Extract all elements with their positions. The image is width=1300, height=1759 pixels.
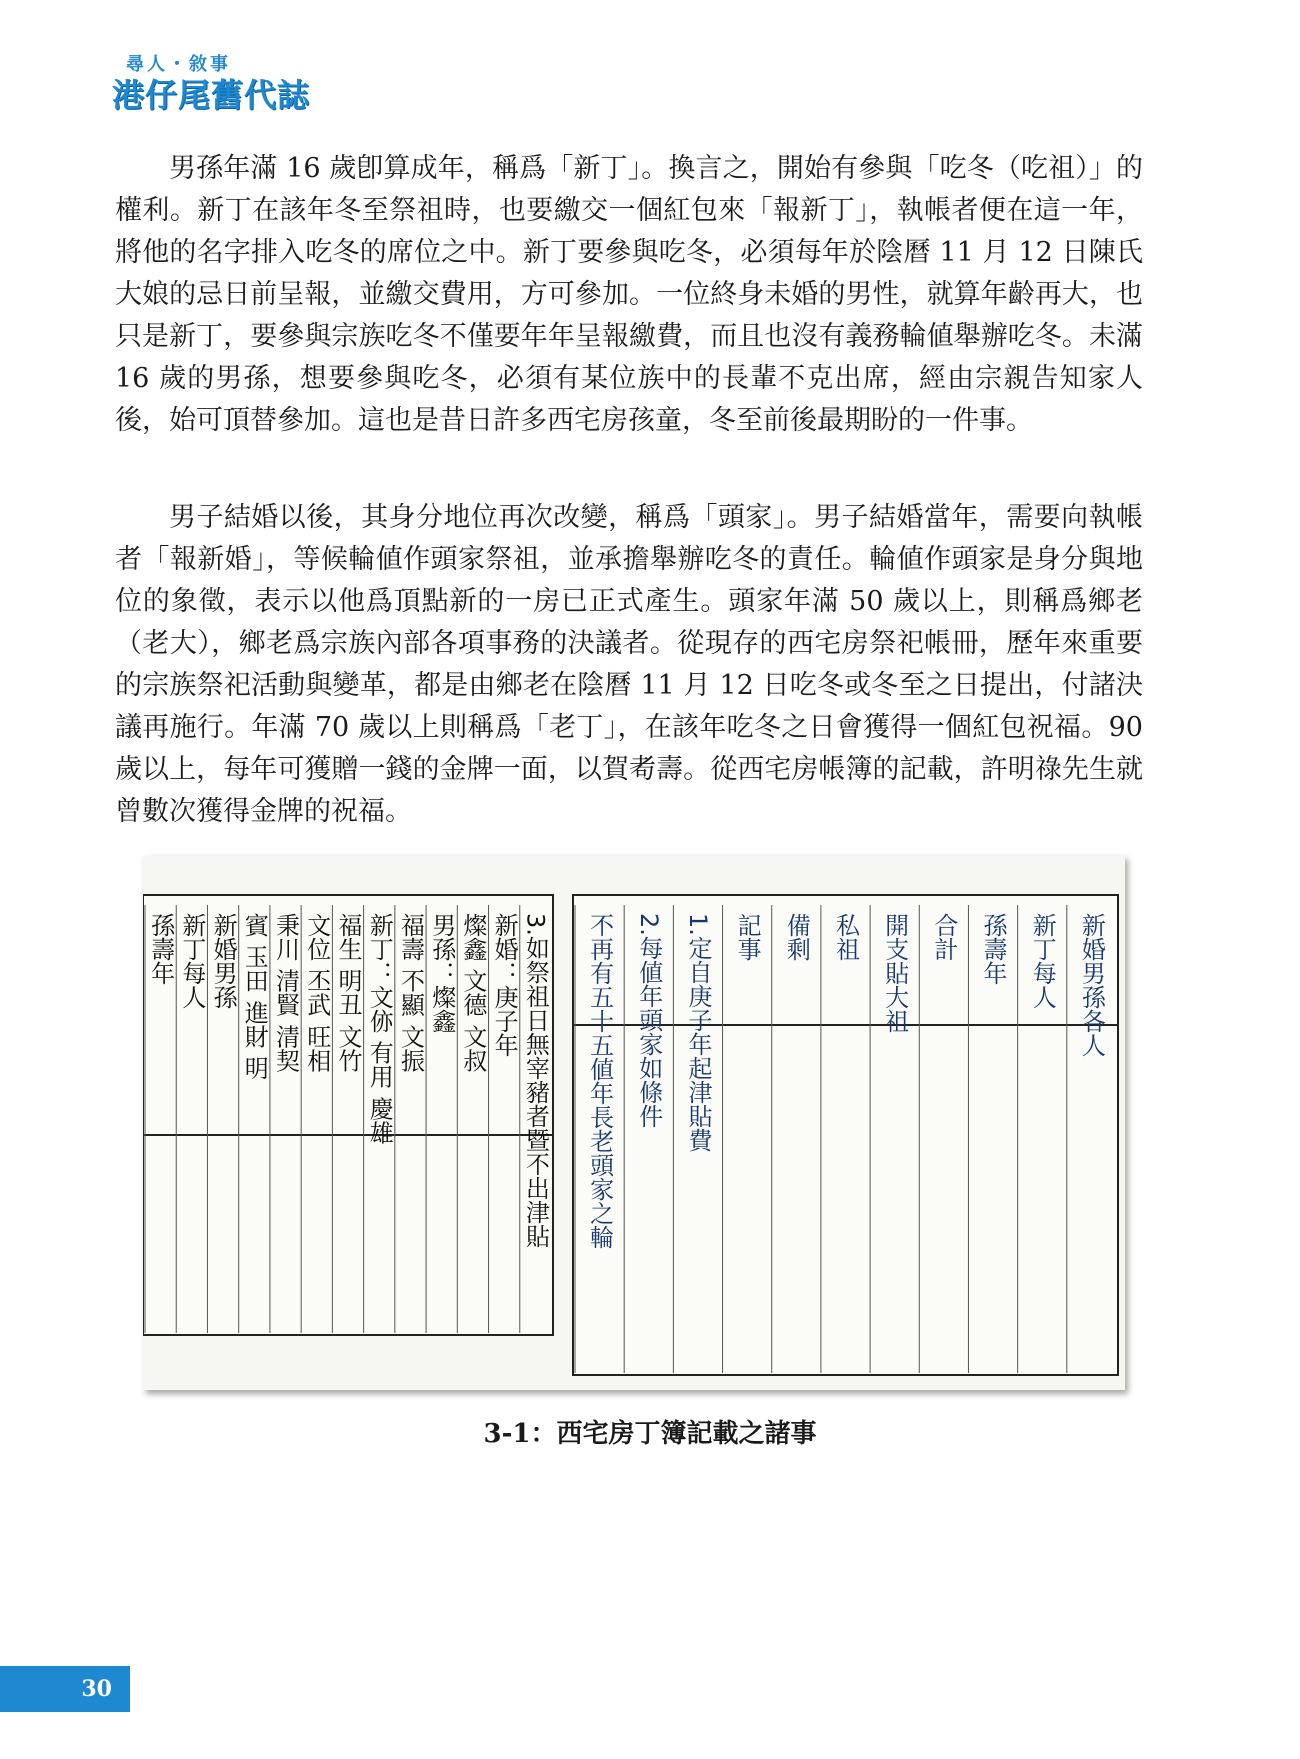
ledger-column-text: 新丁每人 bbox=[177, 913, 206, 1009]
ledger-photo bbox=[143, 855, 1125, 1390]
ledger-image bbox=[143, 855, 1125, 1390]
ledger-column-text: 新婚男孫 bbox=[209, 913, 238, 1009]
ledger-column-text: 福壽 不顯 文振 bbox=[396, 913, 425, 1073]
ledger-column-text: 備剩 bbox=[782, 913, 811, 961]
paragraph-text: 男子結婚以後，其身分地位再次改變，稱爲「頭家」。男子結婚當年，需要向執帳者「報新婚」，等候輪値作頭家祭祖，並承擔舉辦吃冬的責任。輪値作頭家是身分與地位的象徵，表示以他爲頂點新的一房已正式產生。頭家年滿 50 歲以上，則稱爲鄉老（老大），鄉老爲宗族內部各項事務的決議者。從現存的西宅房祭祀帳冊，歷年來重要的宗族祭祀活動與變革，都是由鄉老在陰曆 11 月 12 日吃冬或冬至之日提出，付諸決議再施行。年滿 70 歲以上則稱爲「老丁」，在該年吃冬之日會獲得一個紅包祝福。90 歲以上，每年可獲贈一錢的金牌一面，以賀耇壽。從西宅房帳簿的記載，許明祿先生就曾數次獲得金牌的祝福。 bbox=[115, 502, 1143, 827]
figure-caption: 3-1：西宅房丁簿記載之諸事 bbox=[483, 1419, 817, 1449]
ledger-column-text: 孫壽年 bbox=[146, 913, 175, 985]
ledger-column-text: 私祖 bbox=[831, 913, 860, 961]
ledger-column-text: 開支貼大祖 bbox=[880, 913, 909, 1033]
ledger-column-text: 新丁：文㑊 有用 慶雄 bbox=[365, 913, 394, 1145]
ledger-column-text: 秉川 清賢 清契 bbox=[271, 913, 300, 1073]
ledger-column-text: 賓 玉田 進財 明 bbox=[240, 913, 269, 1080]
ledger-column-text: 新婚：庚子年 bbox=[490, 913, 519, 1057]
ledger-column-text: 文位 丕武 旺相 bbox=[302, 913, 331, 1073]
ledger-column-text: 3.如祭祖日無宰豬者暨不出津貼 bbox=[521, 913, 550, 1248]
paragraph-text: 男孫年滿 16 歲卽算成年，稱爲「新丁」。換言之，開始有參與「吃冬（吃祖）」的權利。新丁在該年冬至祭祖時，也要繳交一個紅包來「報新丁」，執帳者便在這一年，將他的名字排入吃冬的席位之中。新丁要參與吃冬，必須每年於陰曆 11 月 12 日陳氏大娘的忌日前呈報，並繳交費用，方可參加。一位終身未婚的男性，就算年齡再大，也只是新丁，要參與宗族吃冬不僅要年年呈報繳費，而且也沒有義務輪値舉辦吃冬。未滿 16 歲的男孫，想要參與吃冬，必須有某位族中的長輩不克出席，經由宗親告知家人後，始可頂替參加。這也是昔日許多西宅房孩童，冬至前後最期盼的一件事。 bbox=[115, 153, 1143, 436]
ledger-column-text: 男孫：燦鑫 bbox=[427, 913, 456, 1033]
body-paragraph-1 bbox=[115, 148, 1143, 442]
body-paragraph-2 bbox=[115, 497, 1143, 833]
ledger-column-text: 合計 bbox=[929, 913, 958, 961]
ledger-column-text: 孫壽年 bbox=[979, 913, 1008, 985]
ledger-column-text: 燦鑫 文德 文叔 bbox=[458, 913, 487, 1073]
ledger-column-text: 新婚男孫各人 bbox=[1077, 913, 1106, 1057]
ledger-column-text: 不再有五十五値年長老頭家之輪 bbox=[585, 913, 614, 1249]
ledger-column-text: 記事 bbox=[733, 913, 762, 961]
ledger-column-text: 新丁每人 bbox=[1028, 913, 1057, 1009]
ledger-column-text: 福生 明丑 文竹 bbox=[334, 913, 362, 1073]
header-title: 港仔尾舊代誌 bbox=[112, 76, 311, 114]
page-number: 30 bbox=[0, 1666, 130, 1712]
ledger-column-text: 1.定自庚子年起津貼費 bbox=[683, 913, 712, 1152]
header-subtitle: 尋人・敘事 bbox=[126, 54, 231, 75]
publication-header bbox=[112, 54, 310, 114]
ledger-column-text: 2.每値年頭家如條件 bbox=[634, 913, 663, 1128]
